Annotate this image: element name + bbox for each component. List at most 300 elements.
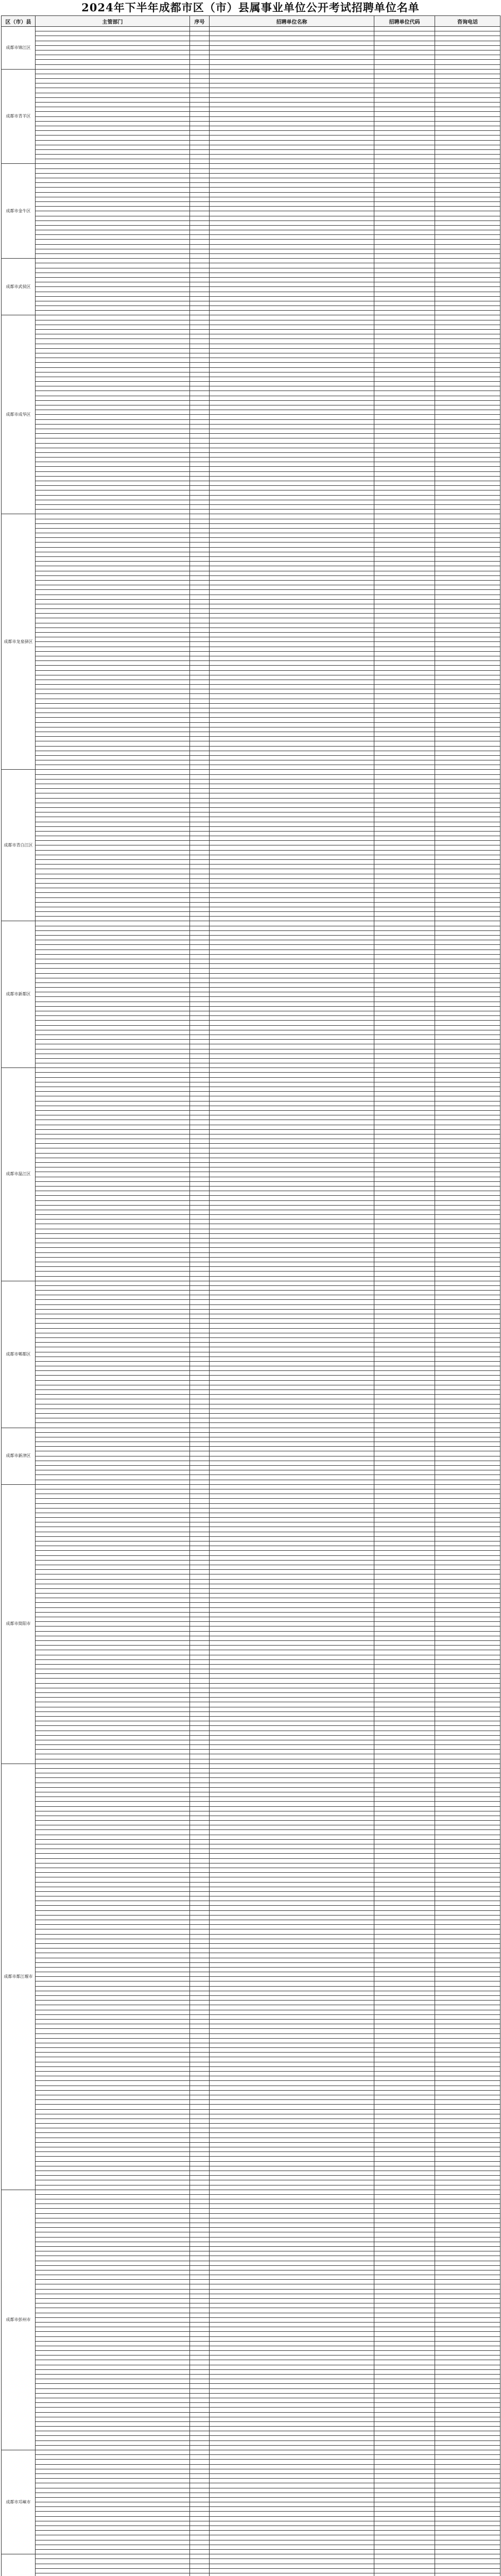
table-row [2,1906,500,1910]
unit-code-cell [374,429,435,433]
table-row [2,2010,500,2014]
unit-code-cell [374,2322,435,2327]
index-cell [190,2237,210,2242]
table-row [2,1158,500,1162]
table-row [2,452,500,457]
department-cell [36,372,190,377]
unit-code-cell [374,755,435,760]
unit-code-cell [374,1669,435,1674]
phone-cell [435,590,500,595]
phone-cell [435,708,500,713]
index-cell [190,519,210,523]
department-cell [36,1802,190,1806]
unit-code-cell [374,1646,435,1650]
table-row [2,547,500,552]
table-row [2,850,500,855]
unit-name-cell [210,571,374,575]
unit-name-cell [210,97,374,102]
table-row [2,1058,500,1063]
index-cell [190,1503,210,1508]
department-cell [36,1092,190,1096]
table-row [2,1953,500,1958]
table-row [2,571,500,575]
index-cell [190,1707,210,1711]
department-cell [36,2062,190,2066]
unit-code-cell [374,1413,435,1418]
department-cell [36,1343,190,1347]
unit-name-cell [210,1077,374,1082]
unit-name-cell [210,467,374,471]
table-row [2,2251,500,2256]
index-cell [190,1395,210,1399]
unit-name-cell [210,2057,374,2062]
department-cell [36,2147,190,2152]
unit-name-cell [210,443,374,448]
index-cell [190,434,210,438]
unit-code-cell [374,2412,435,2417]
table-row [2,315,500,320]
phone-cell [435,774,500,779]
unit-name-cell [210,1073,374,1077]
department-cell [36,207,190,211]
table-row [2,826,500,831]
department-cell [36,1503,190,1508]
header-phone: 咨询电话 [435,16,500,27]
table-row [2,1480,500,1484]
unit-name-cell [210,1304,374,1309]
department-cell [36,363,190,367]
phone-cell [435,1191,500,1196]
table-row [2,1711,500,1716]
unit-name-cell [210,2109,374,2114]
unit-code-cell [374,1181,435,1186]
table-row [2,628,500,632]
index-cell [190,1035,210,1039]
phone-cell [435,225,500,230]
department-cell [36,2526,190,2531]
phone-cell [435,1262,500,1266]
unit-name-cell [210,2388,374,2393]
unit-code-cell [374,2417,435,2421]
index-cell [190,1802,210,1806]
phone-cell [435,277,500,282]
unit-code-cell [374,1839,435,1844]
unit-name-cell [210,2095,374,2099]
phone-cell [435,1442,500,1447]
table-row [2,97,500,102]
phone-cell [435,1986,500,1991]
phone-cell [435,2431,500,2436]
index-cell [190,836,210,841]
table-row [2,666,500,670]
department-cell [36,462,190,467]
district-cell: 成都市都江堰市 [2,1764,36,2190]
phone-cell [435,1077,500,1082]
table-row [2,580,500,585]
table-row [2,183,500,188]
unit-name-cell [210,481,374,486]
index-cell [190,2109,210,2114]
table-row [2,1588,500,1593]
table-row [2,1896,500,1901]
unit-code-cell [374,2332,435,2336]
phone-cell [435,1977,500,1981]
unit-code-cell [374,1158,435,1162]
phone-cell [435,486,500,490]
index-cell [190,1631,210,1636]
unit-name-cell [210,1484,374,1489]
unit-code-cell [374,2242,435,2246]
table-row [2,2516,500,2521]
table-row [2,1584,500,1588]
department-cell [36,713,190,718]
index-cell [190,2105,210,2109]
unit-code-cell [374,358,435,363]
phone-cell [435,2232,500,2237]
department-cell [36,2355,190,2360]
department-cell [36,812,190,817]
page-title: 2024年下半年成都市区（市）县属事业单位公开考试招聘单位名单 [81,1,420,14]
index-cell [190,988,210,992]
unit-name-cell [210,850,374,855]
phone-cell [435,1929,500,1934]
unit-code-cell [374,1594,435,1598]
table-row [2,897,500,902]
department-cell [36,1058,190,1063]
unit-code-cell [374,1087,435,1092]
unit-name-cell [210,689,374,694]
unit-name-cell [210,83,374,88]
phone-cell [435,221,500,225]
index-cell [190,1319,210,1324]
index-cell [190,1337,210,1342]
unit-code-cell [374,1314,435,1319]
table-row [2,2464,500,2469]
table-row [2,495,500,500]
phone-cell [435,2256,500,2261]
index-cell [190,1560,210,1565]
unit-code-cell [374,1513,435,1517]
unit-name-cell [210,339,374,344]
unit-code-cell [374,907,435,911]
unit-code-cell [374,2161,435,2166]
department-cell [36,2010,190,2014]
table-row [2,1380,500,1385]
index-cell [190,211,210,216]
department-cell [36,2265,190,2270]
table-row [2,2053,500,2057]
phone-cell [435,751,500,755]
unit-code-cell [374,543,435,547]
unit-code-cell [374,651,435,656]
unit-name-cell [210,1830,374,1835]
phone-cell [435,907,500,911]
unit-code-cell [374,2351,435,2355]
unit-name-cell [210,1324,374,1328]
phone-cell [435,1205,500,1210]
department-cell [36,1082,190,1087]
unit-code-cell [374,97,435,102]
phone-cell [435,1239,500,1243]
phone-cell [435,1925,500,1929]
phone-cell [435,2185,500,2190]
unit-code-cell [374,888,435,893]
unit-code-cell [374,1740,435,1744]
index-cell [190,1054,210,1058]
table-row [2,2280,500,2284]
index-cell [190,964,210,969]
phone-cell [435,1816,500,1820]
unit-name-cell [210,1906,374,1910]
table-row [2,486,500,490]
phone-cell [435,2360,500,2365]
table-row [2,2384,500,2388]
department-cell [36,1612,190,1617]
unit-name-cell [210,2114,374,2119]
index-cell [190,2185,210,2190]
unit-code-cell [374,1499,435,1503]
table-row [2,1835,500,1839]
phone-cell [435,1721,500,1726]
table-row [2,1655,500,1659]
unit-name-cell [210,1262,374,1266]
unit-name-cell [210,1574,374,1579]
index-cell [190,1934,210,1939]
unit-code-cell [374,2109,435,2114]
index-cell [190,330,210,334]
table-row [2,2128,500,2133]
department-cell [36,1958,190,1962]
department-cell [36,1991,190,1995]
department-cell [36,2190,190,2194]
table-row [2,424,500,429]
index-cell [190,670,210,675]
table-row [2,419,500,424]
index-cell [190,685,210,689]
table-row [2,467,500,471]
department-cell [36,1962,190,1967]
department-cell [36,1470,190,1475]
department-cell [36,1186,190,1191]
index-cell [190,1551,210,1555]
unit-name-cell [210,1082,374,1087]
unit-code-cell [374,2346,435,2350]
index-cell [190,1679,210,1683]
phone-cell [435,2393,500,2398]
unit-code-cell [374,571,435,575]
department-cell [36,1967,190,1972]
department-cell [36,259,190,263]
phone-cell [435,770,500,774]
table-row [2,1508,500,1513]
unit-code-cell [374,661,435,666]
department-cell [36,557,190,562]
unit-code-cell [374,145,435,149]
phone-cell [435,1418,500,1423]
department-cell [36,60,190,64]
phone-cell [435,1835,500,1839]
unit-code-cell [374,2455,435,2460]
index-cell [190,1887,210,1891]
phone-cell [435,1910,500,1915]
phone-cell [435,2450,500,2455]
department-cell [36,1035,190,1039]
phone-cell [435,31,500,36]
unit-code-cell [374,2568,435,2573]
phone-cell [435,1371,500,1376]
department-cell [36,1025,190,1030]
unit-code-cell [374,31,435,36]
unit-code-cell [374,164,435,168]
phone-cell [435,173,500,178]
unit-code-cell [374,2398,435,2402]
unit-name-cell [210,216,374,221]
unit-code-cell [374,1821,435,1825]
table-row [2,2346,500,2350]
department-cell [36,585,190,590]
unit-name-cell [210,306,374,311]
index-cell [190,2408,210,2412]
table-row [2,1650,500,1655]
department-cell [36,1219,190,1224]
phone-cell [435,2010,500,2014]
department-cell [36,2322,190,2327]
department-cell [36,2445,190,2450]
unit-code-cell [374,878,435,883]
unit-name-cell [210,164,374,168]
department-cell [36,1395,190,1399]
department-cell [36,27,190,31]
index-cell [190,718,210,722]
unit-name-cell [210,1816,374,1820]
index-cell [190,2218,210,2223]
phone-cell [435,2549,500,2554]
unit-name-cell [210,2157,374,2161]
table-row [2,405,500,410]
phone-cell [435,1385,500,1389]
unit-name-cell [210,2228,374,2232]
unit-code-cell [374,452,435,457]
phone-cell [435,207,500,211]
unit-code-cell [374,500,435,504]
department-cell [36,1366,190,1371]
unit-name-cell [210,1418,374,1423]
unit-code-cell [374,1267,435,1272]
phone-cell [435,2043,500,2047]
index-cell [190,306,210,311]
department-cell [36,1716,190,1721]
phone-cell [435,2355,500,2360]
index-cell [190,623,210,628]
unit-code-cell [374,1030,435,1035]
unit-code-cell [374,1399,435,1404]
index-cell [190,36,210,41]
unit-code-cell [374,1769,435,1773]
unit-name-cell [210,1896,374,1901]
unit-code-cell [374,448,435,452]
phone-cell [435,263,500,268]
index-cell [190,2019,210,2024]
unit-code-cell [374,1707,435,1711]
unit-name-cell [210,2549,374,2554]
index-cell [190,1380,210,1385]
phone-cell [435,1309,500,1314]
phone-cell [435,1281,500,1285]
department-cell [36,2549,190,2554]
table-row [2,1371,500,1376]
index-cell [190,334,210,339]
unit-name-cell [210,2336,374,2341]
table-row [2,817,500,822]
unit-name-cell [210,2119,374,2123]
index-cell [190,240,210,244]
phone-cell [435,878,500,883]
unit-code-cell [374,1541,435,1546]
unit-name-cell [210,296,374,301]
index-cell [190,1423,210,1428]
index-cell [190,1565,210,1569]
table-row [2,2526,500,2531]
index-cell [190,926,210,930]
department-cell [36,618,190,623]
index-cell [190,2095,210,2099]
index-cell [190,552,210,556]
index-cell [190,1977,210,1981]
unit-name-cell [210,55,374,60]
department-cell [36,732,190,736]
department-cell [36,481,190,486]
phone-cell [435,1129,500,1134]
unit-name-cell [210,2124,374,2128]
table-row [2,325,500,329]
phone-cell [435,1943,500,1948]
department-cell [36,221,190,225]
unit-name-cell [210,628,374,632]
index-cell [190,2270,210,2275]
district-cell: 成都市成华区 [2,315,36,514]
unit-code-cell [374,1948,435,1953]
unit-code-cell [374,2289,435,2294]
unit-name-cell [210,595,374,599]
department-cell [36,1693,190,1698]
table-row [2,1068,500,1073]
unit-name-cell [210,334,374,339]
phone-cell [435,2531,500,2535]
table-row [2,2223,500,2228]
unit-name-cell [210,969,374,973]
index-cell [190,656,210,660]
table-row [2,1882,500,1887]
unit-name-cell [210,315,374,320]
phone-cell [435,244,500,249]
unit-name-cell [210,2053,374,2057]
department-cell [36,1617,190,1622]
index-cell [190,803,210,807]
unit-code-cell [374,845,435,850]
table-row [2,1115,500,1120]
unit-name-cell [210,1835,374,1839]
unit-code-cell [374,1153,435,1158]
index-cell [190,1167,210,1172]
department-cell [36,1390,190,1395]
unit-code-cell [374,334,435,339]
table-row [2,443,500,448]
phone-cell [435,651,500,656]
unit-name-cell [210,1371,374,1376]
department-cell [36,2469,190,2473]
table-row [2,694,500,699]
index-cell [190,97,210,102]
